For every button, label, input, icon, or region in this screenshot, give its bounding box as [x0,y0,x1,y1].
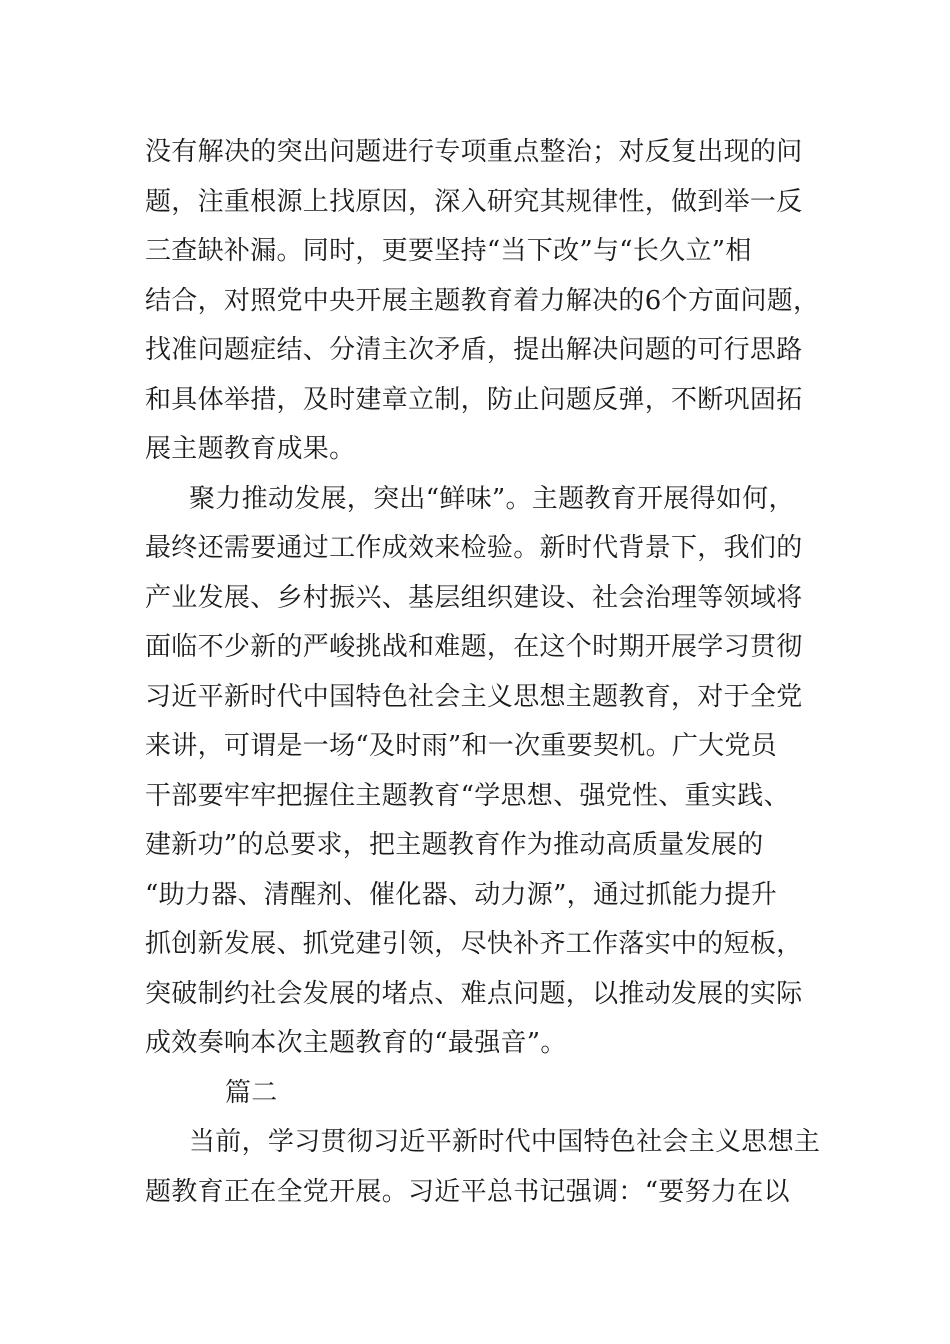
text-line: 题，注重根源上找原因，深入研究其规律性，做到举一反 [145,186,803,217]
text-line: 最终还需要通过工作成效来检验。新时代背景下，我们的 [145,533,803,563]
text-line: 习近平新时代中国特色社会主义思想主题教育，对于全党 [145,681,803,712]
text-line: “助力器、清醒剂、催化器、动力源”，通过抓能力提升 [145,879,778,910]
document-body [145,128,825,1217]
text-line: 成效奏响本次主题教育的“最强音”。 [145,1028,567,1058]
paragraph-continued [145,128,825,475]
text-line: 和具体举措，及时建章立制，防止问题反弹，不断巩固拓 [145,384,803,415]
text-line: 抓创新发展、抓党建引领，尽快补齐工作落实中的短板， [145,929,803,959]
text-line: 三查缺补漏。同时，更要坚持“当下改”与“长久立”相 [145,236,752,266]
paragraph-section-two [145,1118,825,1217]
text-line: 干部要牢牢把握住主题教育“学思想、强党性、重实践、 [145,780,790,811]
text-line: 找准问题症结、分清主次矛盾，提出解决问题的可行思路 [145,335,803,365]
text-line: 当前，学习贯彻习近平新时代中国特色社会主义思想主 [189,1127,821,1157]
text-line: 产业发展、乡村振兴、基层组织建设、社会治理等领域将 [145,582,803,613]
text-line: 没有解决的突出问题进行专项重点整治；对反复出现的问 [145,137,803,167]
text-line: 面临不少新的严峻挑战和难题，在这个时期开展学习贯彻 [145,632,803,662]
text-line: 结合，对照党中央开展主题教育着力解决的6个方面问题， [145,285,820,316]
text-line: 突破制约社会发展的堵点、难点问题，以推动发展的实际 [145,978,803,1009]
text-line: 聚力推动发展，突出“鲜味”。主题教育开展得如何， [189,483,795,514]
text-line: 题教育正在全党开展。习近平总书记强调：“要努力在以 [145,1176,790,1207]
section-heading: 篇二 [225,1077,278,1108]
text-line: 来讲，可谓是一场“及时雨”和一次重要契机。广大党员 [145,731,778,761]
paragraph-development [145,475,825,1069]
text-line: 展主题教育成果。 [145,434,356,464]
text-line: 建新功”的总要求，把主题教育作为推动高质量发展的 [145,830,764,860]
